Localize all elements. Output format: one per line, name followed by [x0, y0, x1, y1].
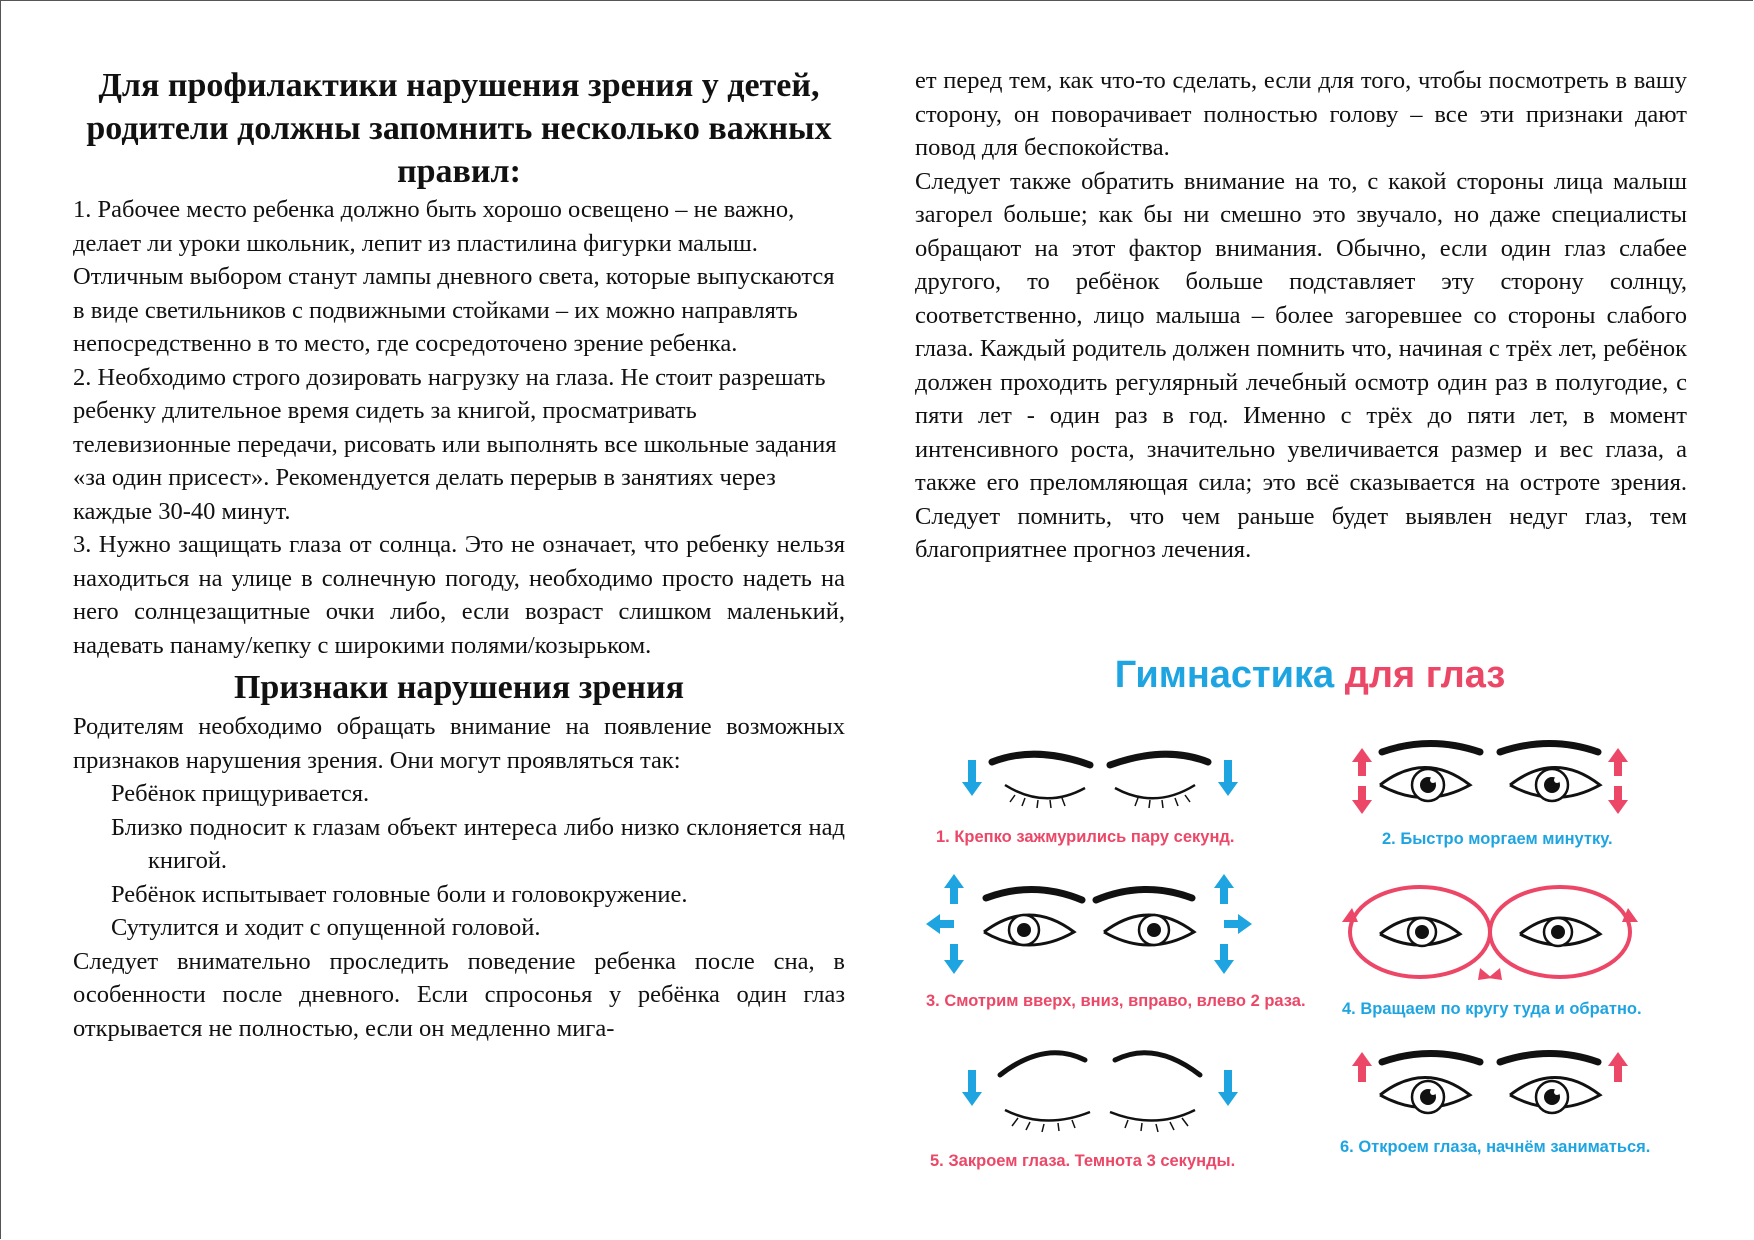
left-column — [73, 64, 845, 1045]
exercise-5-illustration — [950, 1030, 1250, 1140]
sign-item: Ребёнок прищуривается. — [111, 780, 370, 807]
gymnastics-title — [900, 654, 1720, 697]
gymnastics-title-part2: для глаз — [1344, 654, 1506, 696]
signs-intro: Родителям необходимо обращать внимание на появление возможных признаков нарушения зрения. Они могут проявляться так: — [73, 713, 845, 774]
rule-3: 3. Нужно защищать глаза от солнца. Это не означает, что ребенку нельзя находиться на улице в солнечную погоду, необходимо просто надеть на него солнцезащитные очки либо, если возраст слишком маленький, надевать панаму/кепку с широкими полями/козырьком. — [73, 531, 845, 659]
sign-item: Ребёнок испытывает головные боли и головокружение. — [111, 880, 688, 908]
exercise-6-caption: 6. Откроем глаза, начнём заниматься. — [1340, 1138, 1651, 1156]
exercise-4-illustration — [1340, 872, 1640, 992]
right-column — [915, 64, 1687, 567]
signs-list — [73, 777, 845, 945]
sign-item: Близко подносит к глазам объект интереса либо низко склоняется над книгой. — [111, 813, 845, 874]
tan-paragraph: Следует также обратить внимание на то, с какой стороны лица малыш загорел больше; как бы ни смешно это звучало, но даже специалисты обращают на этот фактор внимания. Обычно, если один глаз слабее другого, то ребёнок больше подставляет эту сторону солнцу, соответственно, лицо малыша – более загоревшее со стороны слабого глаза. Каждый родитель должен помнить что, начиная с трёх лет, ребёнок должен проходить регулярный лечебный осмотр один раз в полугодие, с пяти лет - один раз в год. Именно с трёх до пяти лет, в момент интенсивного роста, значительно увеличивается размер и вес глаза, а также его преломляющая сила; это всё сказывается на остроте зрения. Следует помнить, что чем раньше будет выявлен недуг глаз, тем благоприятнее прогноз лечения. — [915, 167, 1687, 563]
exercise-1-caption: 1. Крепко зажмурились пару секунд. — [936, 828, 1235, 846]
exercise-4-caption: 4. Вращаем по кругу туда и обратно. — [1342, 1000, 1642, 1018]
exercise-3-illustration — [924, 870, 1254, 980]
gymnastics-title-part1: Гимнастика — [1114, 654, 1335, 696]
exercise-2-caption: 2. Быстро моргаем минутку. — [1382, 830, 1613, 848]
rule-1: 1. Рабочее место ребенка должно быть хорошо освещено – не важно, делает ли уроки школьник, лепит из пластилина фигурки малыш. Отличным выбором станут лампы дневного света, которые выпускаются в виде светильников с подвижными стойками – их можно направлять непосредственно в то место, где сосредоточено зрение ребенка. — [73, 196, 835, 357]
main-heading: Для профилактики нарушения зрения у детей, родители должны запомнить несколько важных правил: — [86, 67, 832, 190]
exercise-2-illustration — [1340, 730, 1640, 830]
after-signs-paragraph: Следует внимательно проследить поведение ребенка после сна, в особенности после дневного. Если спросонья у ребёнка один глаз открывается не полностью, если он медленно мига- — [73, 947, 845, 1042]
exercise-1-illustration — [950, 740, 1250, 820]
continuation-paragraph: ет перед тем, как что-то сделать, если для того, чтобы посмотреть в вашу сторону, он поворачивает полностью голову – все эти признаки дают повод для беспокойства. — [915, 67, 1687, 161]
rule-2: 2. Необходимо строго дозировать нагрузку на глаза. Не стоит разрешать ребенку длительное время сидеть за книгой, просматривать телевизионные передачи, рисовать или выполнять все школьные задания «за один присест». Рекомендуется делать перерыв в занятиях через каждые 30-40 минут. — [73, 363, 837, 525]
exercise-3-caption: 3. Смотрим вверх, вниз, вправо, влево 2 раза. — [926, 992, 1306, 1010]
sign-item: Сутулится и ходит с опущенной головой. — [111, 914, 541, 941]
exercise-6-illustration — [1340, 1040, 1640, 1140]
signs-heading: Признаки нарушения зрения — [233, 669, 685, 706]
exercise-5-caption: 5. Закроем глаза. Темнота 3 секунды. — [930, 1152, 1236, 1170]
eye-gymnastics-infographic — [900, 640, 1720, 1180]
